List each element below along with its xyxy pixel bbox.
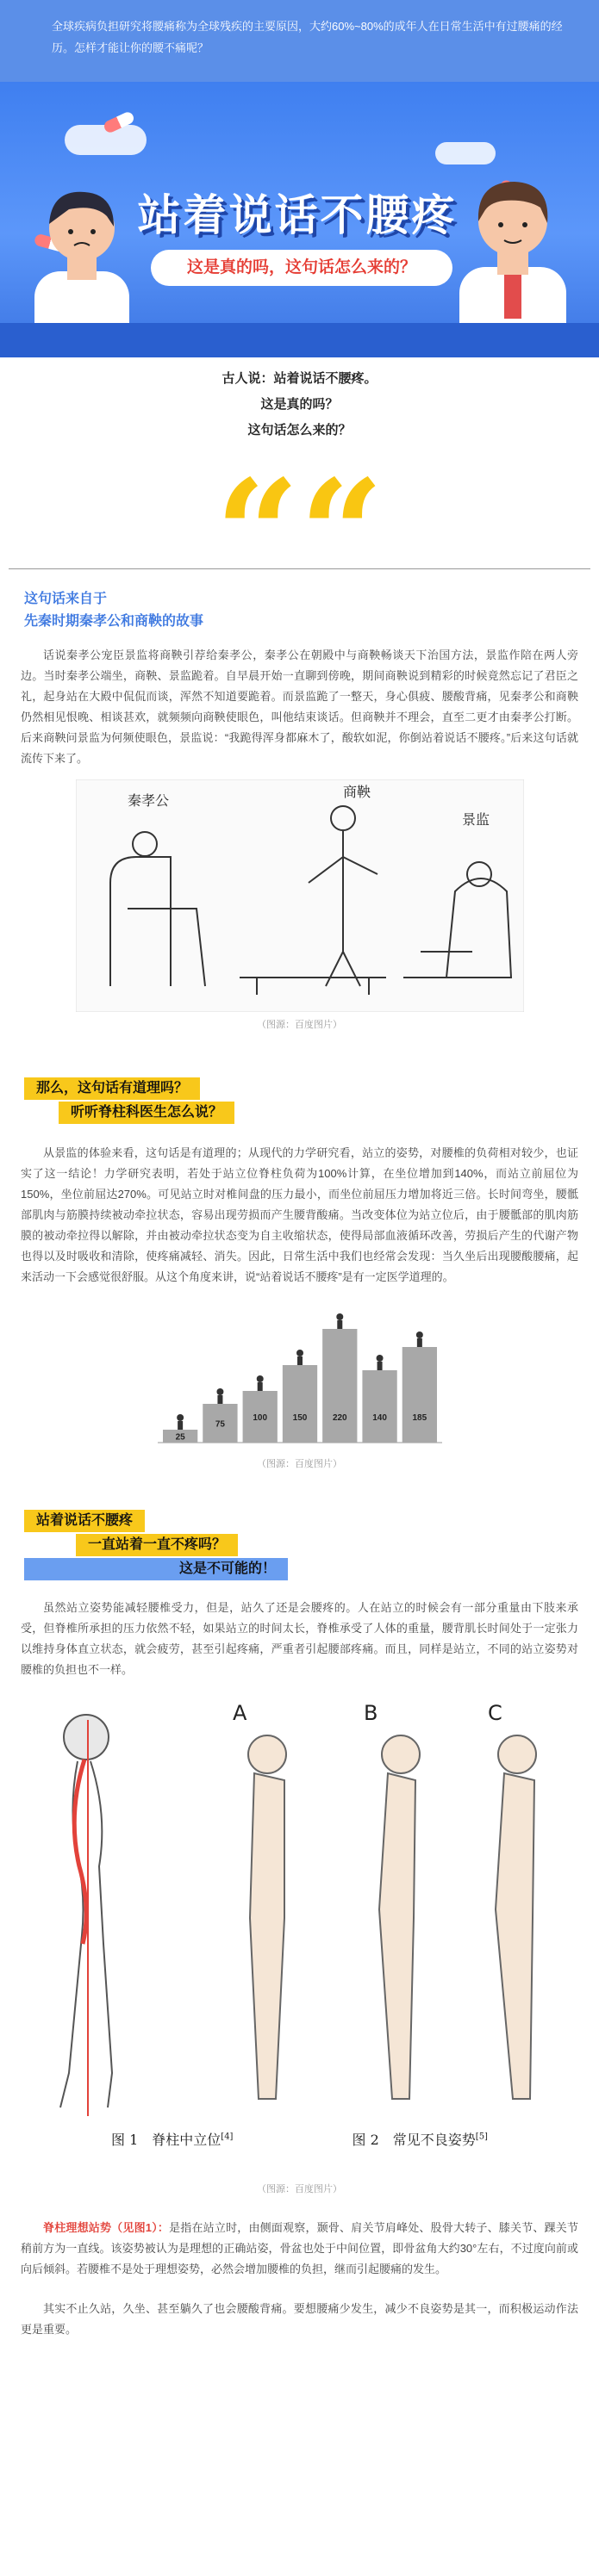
chart-bar — [282, 1365, 316, 1443]
image-caption: （图源：百度图片） — [257, 1020, 342, 1030]
section4-paragraph2: 其实不止久站，久坐、甚至躺久了也会腰酸背痛。要想腰痛少发生，减少不良姿势是其一，而积极运动作法更是重要。 — [21, 2302, 578, 2336]
figure-letter: B — [364, 1701, 378, 1725]
section1-title-line2: 先秦时期秦孝公和商鞅的故事 — [24, 614, 204, 629]
section1-paragraph: 话说秦孝公宠臣景监将商鞅引荐给秦孝公，秦孝公在朝殿中与商鞅畅谈天下治国方法，景监作陪在两人旁边。当时秦孝公端坐，商鞅、景监跪着。自早晨开始一直聊到傍晚，期间商鞅说到精彩的时候竟然忘记了君臣之礼，起身站在大殿中侃侃而谈，浑然不知道要跪着。而景监跪了一整天，身心俱疲、腰酸背痛，见秦孝公和商鞅仍然相见恨晚、相谈甚欢，就频频向商鞅使眼色，叫他结束谈话。但商鞅并不理会，直至二更才由秦孝公打断。后来商鞅问景监为何频使眼色，景监说：“我跪得浑身都麻木了，酸软如泥，你倒站着说话不腰疼。”后来这句话就流传下来了。 — [21, 649, 578, 765]
posture-figure — [9, 1694, 590, 2176]
section4-paragraph: 脊柱理想站势（见图1）：是指在站立时，由侧面观察，颞骨、肩关节肩峰处、股骨大转子、膝关节、踝关节稍前方为一直线。该姿势被认为是理想的正确站姿，骨盆也处于中间位置，即骨盆角大约30°左右，不过度向前或向后倾斜。若腰椎不是处于理想姿势，必然会增加腰椎的负担，继而引起腰痛的发生。 — [21, 2221, 578, 2275]
disc-pressure-chart — [158, 1296, 442, 1451]
chart-value-label: 185 — [412, 1413, 427, 1423]
section2-paragraph: 从景监的体验来看，这句话是有道理的；从现代的力学研究看，站立的姿势，对腰椎的负荷相对较少，也证实了这一结论！力学研究表明，若处于站立位脊柱负荷为100%计算，在坐位增加到140%，而站立前屈位为150%，坐位前屈达270%。可见站立时对椎间盘的压力最小，而坐位前屈压力增加将近三倍。长时间弯坐，腰骶部肌肉与筋膜持续被动牵拉状态，容易出现劳损而产生腰背酸痛。当改变体位为站立位后，由于腰骶部的肌肉筋膜的被动牵拉得以解除，并由被动牵拉状态变为自主收缩状态，使得局部血液循环改善，劳损后产生的代谢产物也得以及时吸收和清除，使疼痛减轻、消失。因此，日常生活中我们也经常会发现：当久坐后出现腰酸腰痛，起来活动一下会感觉很舒服。从这个角度来讲，说“站着说话不腰疼”是有一定医学道理的。 — [21, 1146, 578, 1283]
posture-figure-icon — [257, 1382, 262, 1391]
intro-quote-line: 这句话怎么来的？ — [247, 423, 352, 438]
highlight-question: 听听脊柱科医生怎么说？ — [59, 1102, 234, 1124]
chart-value-label: 100 — [252, 1413, 267, 1423]
quote-mark-icon: ““ — [215, 448, 384, 568]
posture-figure-icon — [337, 1320, 342, 1329]
banner-headline: 站着说话不腰疼 — [137, 191, 458, 239]
chart-bar — [402, 1347, 436, 1443]
section3-paragraph: 虽然站立姿势能减轻腰椎受力，但是，站久了还是会腰疼的。人在站立的时候会有一部分重量由下肢来承受，但脊椎所承担的压力依然不轻，如果站立的时间太长，脊椎承受了人体的重量，腰背肌长时间处于一定张力以维持身体直立状态，就会疲劳，甚至引起疼痛，严重者引起腰部疼痛。而且，同样是站立，不同的站立姿势对腰椎的负担也不一样。 — [21, 1601, 578, 1676]
chart-value-label: 140 — [371, 1413, 387, 1423]
label-jing-jian: 景监 — [461, 811, 490, 828]
highlight-answer: 这是不可能的！ — [24, 1558, 288, 1580]
posture-figure-icon — [297, 1356, 303, 1365]
figure-caption: （图源：百度图片） — [257, 2184, 342, 2194]
posture-figure-icon — [256, 1375, 263, 1382]
posture-illustration — [9, 1694, 590, 2125]
chart-value-label: 150 — [292, 1413, 307, 1423]
figure2-label: 图 2 常见不良姿势[5] — [352, 2132, 488, 2148]
posture-figure-icon — [216, 1388, 223, 1395]
banner-bottom-stripe — [0, 323, 599, 357]
chart-bar — [322, 1329, 357, 1443]
figure-labels — [9, 2129, 590, 2149]
hero-banner — [0, 82, 599, 357]
highlight-question: 那么，这句话有道理吗？ — [24, 1077, 200, 1100]
highlight-title: 站着说话不腰疼 — [24, 1510, 145, 1532]
intro-banner — [0, 0, 599, 82]
posture-figure-icon — [377, 1362, 382, 1370]
label-shang-yang: 商鞅 — [342, 784, 371, 800]
intro-quote-line: 这是真的吗？ — [260, 397, 339, 412]
historical-illustration — [76, 779, 524, 1012]
banner-subheadline: 这是真的吗，这句话怎么来的？ — [151, 250, 452, 286]
posture-figure-icon — [296, 1350, 303, 1356]
chart-value-label: 25 — [175, 1432, 185, 1443]
posture-figure-icon — [336, 1313, 343, 1320]
label-qin-xiaogong: 秦孝公 — [127, 792, 169, 809]
chart-value-label: 75 — [215, 1419, 225, 1430]
posture-figure-icon — [177, 1414, 184, 1421]
figure-letter: A — [233, 1701, 247, 1725]
chart-caption: （图源：百度图片） — [257, 1459, 342, 1469]
intro-text: 全球疾病负担研究将腰痛称为全球残疾的主要原因，大约60%~80%的成年人在日常生活中有过腰痛的经历。怎样才能让你的腰不痛呢？ — [52, 20, 563, 54]
intro-quote-line: 古人说：站着说话不腰疼。 — [222, 371, 377, 386]
intro-quote — [0, 357, 599, 444]
chart-value-label: 220 — [332, 1413, 347, 1423]
posture-figure-icon — [376, 1355, 383, 1362]
section1-title-line1: 这句话来自于 — [24, 592, 108, 606]
posture-figure-icon — [217, 1395, 222, 1404]
figure-letter: C — [488, 1701, 502, 1725]
ideal-posture-lead: 脊柱理想站势（见图1）： — [43, 2221, 170, 2234]
figure1-label: 图 1 脊柱中立位[4] — [111, 2132, 234, 2148]
section1-title — [0, 569, 599, 633]
posture-figure-icon — [416, 1338, 421, 1347]
posture-figure-icon — [415, 1331, 422, 1338]
chart-bar — [362, 1370, 396, 1443]
posture-figure-icon — [178, 1421, 183, 1430]
highlight-title: 一直站着一直不疼吗？ — [76, 1534, 238, 1556]
